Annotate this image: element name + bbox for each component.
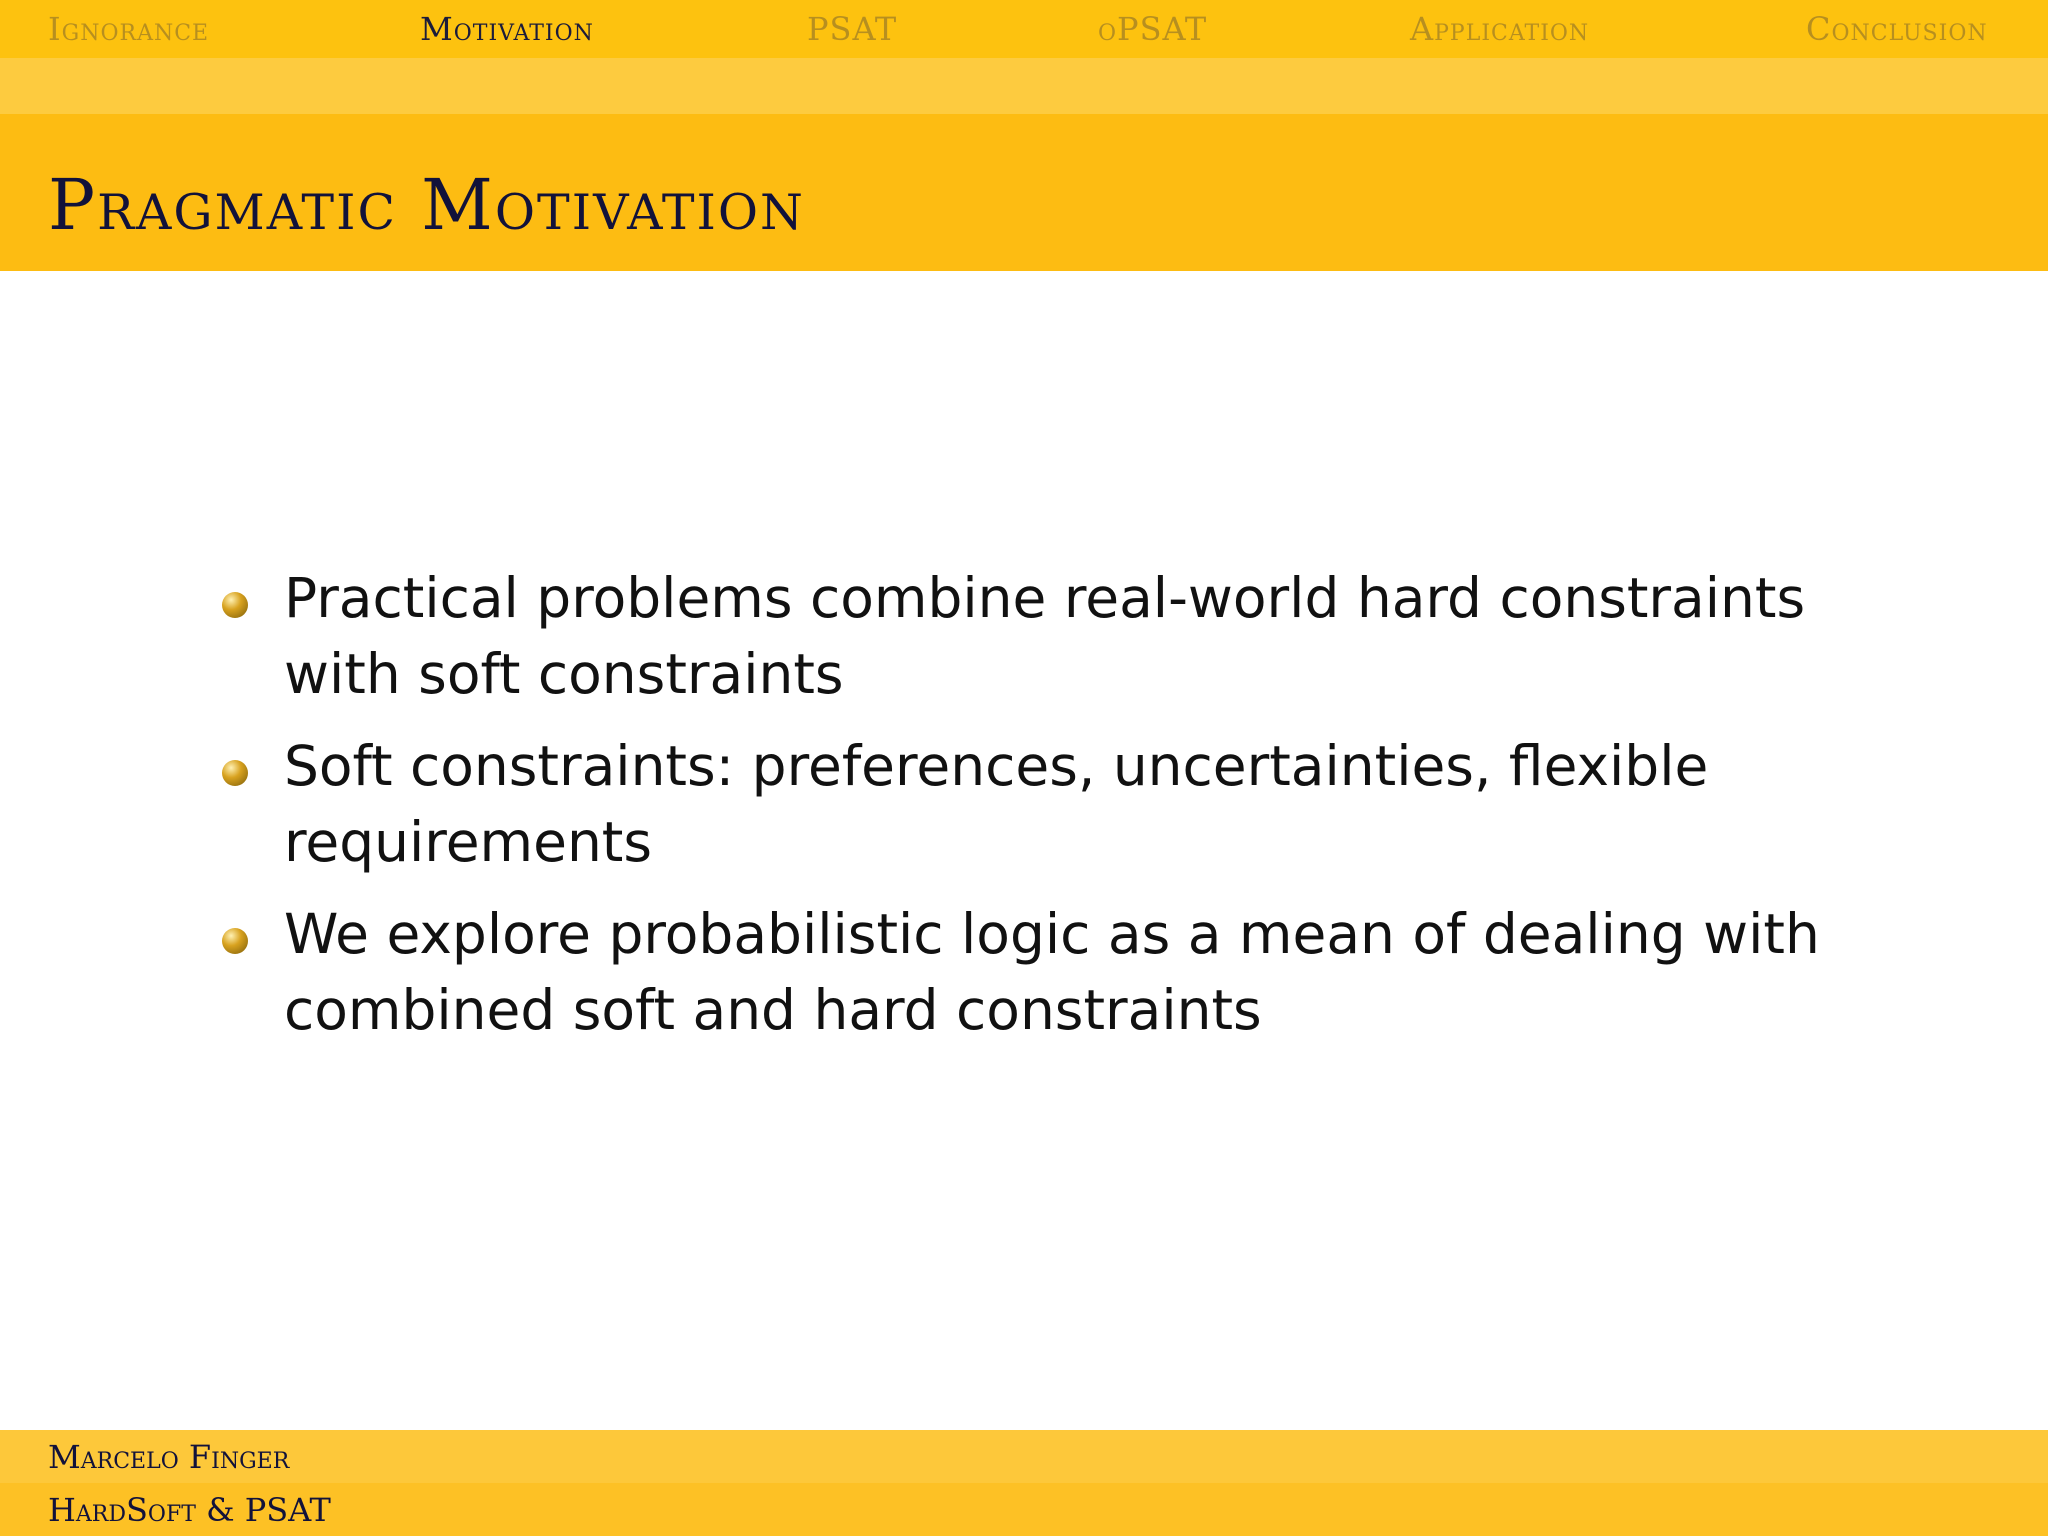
slide-content (220, 560, 1860, 1064)
footer-author: Marcelo Finger (48, 1438, 290, 1476)
bullet-text: Soft constraints: preferences, uncertainties, flexible requirements (284, 734, 1709, 874)
footer-author-bar (0, 1430, 2048, 1483)
bullet-ball-icon (222, 592, 248, 618)
nav-item-motivation[interactable]: Motivation (420, 10, 594, 48)
section-navbar (0, 0, 2048, 58)
bullet-item (220, 896, 1860, 1048)
bullet-item (220, 728, 1860, 880)
footer-talk-bar (0, 1483, 2048, 1536)
footer-talk-title: HardSoft & PSAT (48, 1491, 331, 1529)
subsection-bar (0, 58, 2048, 114)
bullet-ball-icon (222, 928, 248, 954)
bullet-ball-icon (222, 760, 248, 786)
slide-title: Pragmatic Motivation (48, 164, 805, 246)
nav-item-application[interactable]: Application (1410, 10, 1590, 48)
bullet-text: Practical problems combine real-world hard constraints with soft constraints (284, 566, 1806, 706)
nav-item-conclusion[interactable]: Conclusion (1806, 10, 1988, 48)
nav-item-ignorance[interactable]: Ignorance (48, 10, 210, 48)
bullet-item (220, 560, 1860, 712)
nav-item-opsat[interactable]: oPSAT (1098, 10, 1208, 48)
bullet-text: We explore probabilistic logic as a mean of dealing with combined soft and hard constraints (284, 902, 1820, 1042)
title-bar (0, 114, 2048, 271)
nav-item-psat[interactable]: PSAT (807, 10, 898, 48)
